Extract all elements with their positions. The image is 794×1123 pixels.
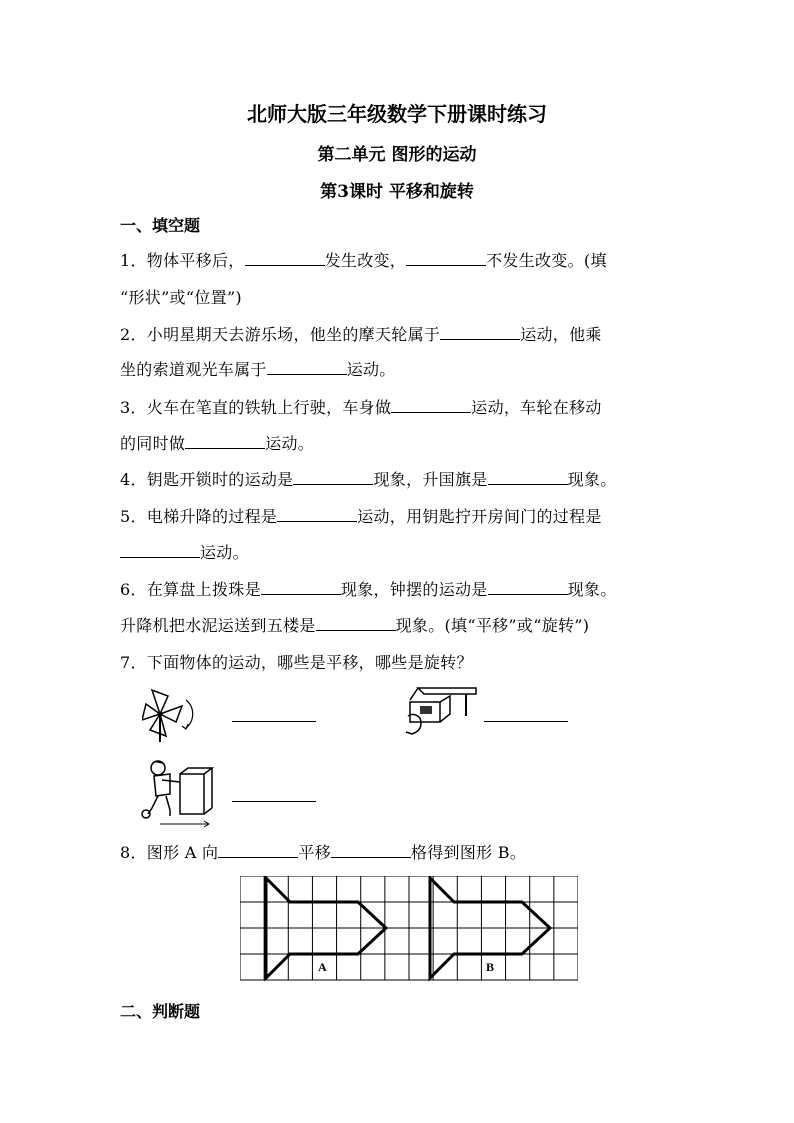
translation-grid-figure bbox=[240, 876, 578, 982]
q6-text-d: 升降机把水泥运送到五楼是 bbox=[120, 616, 316, 635]
q7-answer-drawer[interactable] bbox=[484, 720, 568, 722]
q4-blank-1[interactable] bbox=[293, 470, 373, 485]
pinwheel-icon bbox=[142, 686, 202, 744]
question-6-line-1 bbox=[120, 577, 680, 600]
q4-text-c: 现象。 bbox=[567, 470, 617, 489]
page-title: 北师大版三年级数学下册课时练习 bbox=[247, 102, 547, 126]
section-heading-judgement: 二、判断题 bbox=[120, 1002, 201, 1021]
question-4-line-1 bbox=[120, 467, 680, 490]
q3-blank-1[interactable] bbox=[391, 398, 471, 413]
q2-blank-2[interactable] bbox=[267, 360, 347, 375]
q1-blank-1[interactable] bbox=[245, 251, 325, 266]
unit-title: 第二单元 图形的运动 bbox=[317, 145, 477, 165]
q1-text-c: 不发生改变。(填 bbox=[486, 251, 607, 270]
q6-text-b: 现象，钟摆的运动是 bbox=[340, 580, 488, 599]
q3-text-d: 运动。 bbox=[265, 434, 315, 453]
lesson-title: 第3课时 平移和旋转 bbox=[320, 182, 474, 202]
q6-text-e: 现象。(填“平移”或“旋转”) bbox=[395, 616, 590, 635]
q6-text-a: 6．在算盘上拨珠是 bbox=[120, 580, 261, 599]
shape-a-label: A bbox=[318, 960, 327, 974]
question-3-line-2 bbox=[120, 431, 680, 454]
q8-text-b: 平移 bbox=[298, 843, 331, 862]
q3-text-a: 3．火车在笔直的铁轨上行驶，车身做 bbox=[120, 398, 392, 417]
q3-blank-2[interactable] bbox=[185, 434, 265, 449]
q8-text-a: 8．图形 A 向 bbox=[120, 843, 219, 862]
q3-text-c: 的同时做 bbox=[120, 434, 186, 453]
q7-answer-pinwheel[interactable] bbox=[232, 720, 316, 722]
q5-text-c: 运动。 bbox=[200, 543, 249, 562]
question-6-line-2 bbox=[120, 613, 680, 636]
question-7: 7．下面物体的运动，哪些是平移，哪些是旋转？ bbox=[120, 653, 473, 672]
pushing-box-icon bbox=[140, 756, 222, 828]
q4-blank-2[interactable] bbox=[488, 470, 568, 485]
q5-blank-1[interactable] bbox=[277, 507, 357, 522]
q5-text-b: 运动，用钥匙拧开房间门的过程是 bbox=[357, 507, 602, 526]
q5-blank-2[interactable] bbox=[120, 543, 200, 558]
q4-text-a: 4．钥匙开锁时的运动是 bbox=[120, 470, 294, 489]
shape-b-label: B bbox=[486, 960, 495, 974]
q2-blank-1[interactable] bbox=[440, 325, 520, 340]
q1-blank-2[interactable] bbox=[406, 251, 486, 266]
q1-text-a: 1．物体平移后， bbox=[120, 251, 245, 270]
q8-blank-count[interactable] bbox=[331, 843, 411, 858]
question-5-line-2 bbox=[120, 540, 680, 563]
q3-text-b: 运动，车轮在移动 bbox=[471, 398, 602, 417]
question-2-line-1 bbox=[120, 322, 680, 345]
question-1-line-1 bbox=[120, 248, 680, 271]
q6-blank-2[interactable] bbox=[488, 580, 568, 595]
q6-blank-3[interactable] bbox=[316, 616, 396, 631]
question-3-line-1 bbox=[120, 395, 680, 418]
q2-text-d: 运动。 bbox=[346, 360, 396, 379]
q2-text-a: 2．小明星期天去游乐场，他坐的摩天轮属于 bbox=[120, 325, 441, 344]
question-2-line-2 bbox=[120, 357, 680, 380]
q8-blank-direction[interactable] bbox=[218, 843, 298, 858]
question-8 bbox=[120, 840, 680, 863]
question-5-line-1 bbox=[120, 504, 680, 527]
question-1-line-2: “形状”或“位置”) bbox=[120, 288, 242, 307]
drawer-icon bbox=[404, 686, 478, 742]
q2-text-c: 坐的索道观光车属于 bbox=[120, 360, 267, 379]
q2-text-b: 运动，他乘 bbox=[520, 325, 602, 344]
q7-answer-push[interactable] bbox=[232, 800, 316, 802]
q5-text-a: 5．电梯升降的过程是 bbox=[120, 507, 278, 526]
q8-text-c: 格得到图形 B。 bbox=[410, 843, 527, 862]
section-heading-fill-in: 一、填空题 bbox=[120, 216, 201, 235]
q6-blank-1[interactable] bbox=[261, 580, 341, 595]
q6-text-c: 现象。 bbox=[567, 580, 617, 599]
q4-text-b: 现象，升国旗是 bbox=[373, 470, 488, 489]
q1-text-b: 发生改变， bbox=[324, 251, 407, 270]
grid-lines bbox=[240, 876, 578, 980]
